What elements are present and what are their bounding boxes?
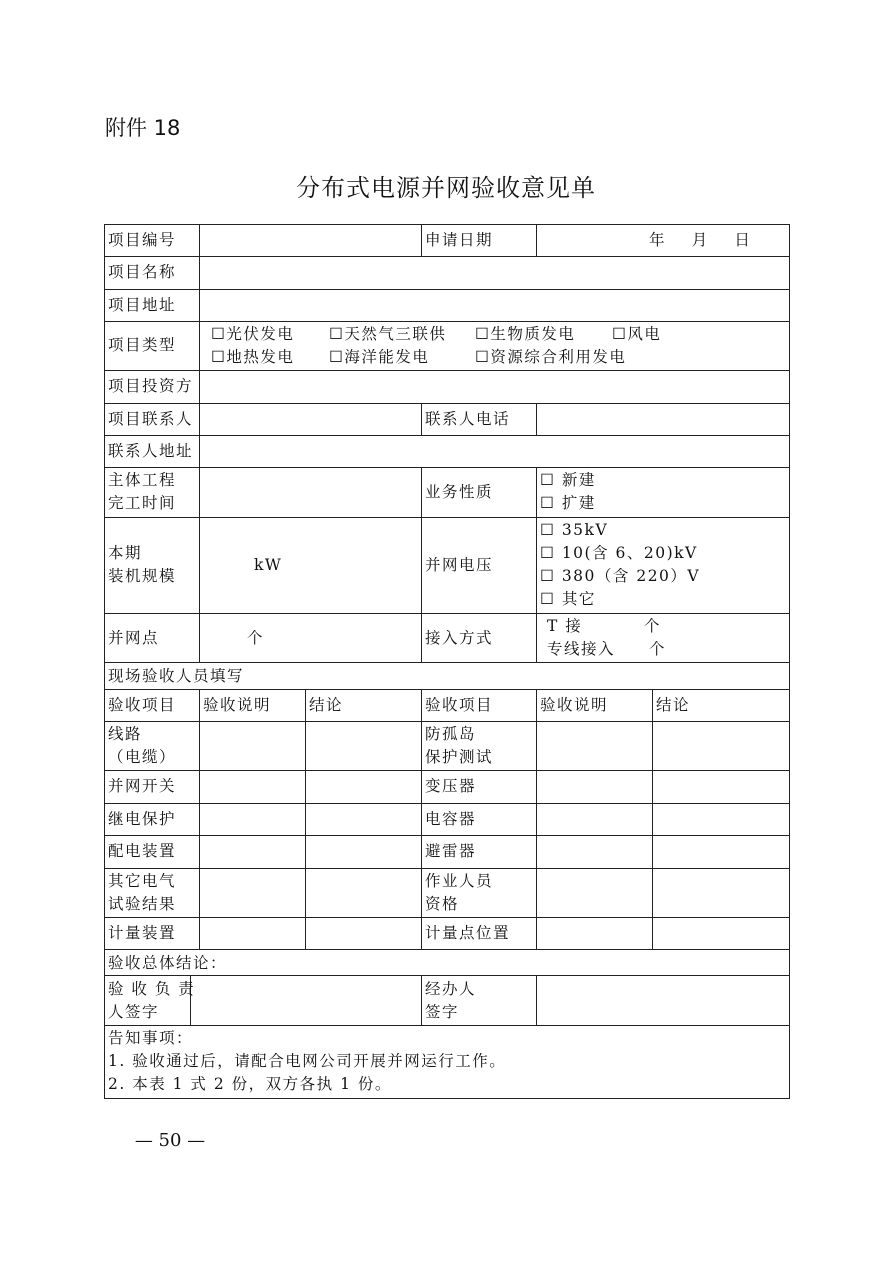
type-option-gas-cchp[interactable]: ☐天然气三联供 xyxy=(329,325,447,343)
item-line: 线路 xyxy=(108,725,143,743)
voltage-option-380v[interactable]: ☐ 380（含 220）V xyxy=(540,567,701,585)
item-capacitor: 电容器 xyxy=(425,810,477,828)
access-t-unit: 个 xyxy=(644,617,662,635)
label-contact-address: 联系人地址 xyxy=(108,442,194,460)
type-option-biomass[interactable]: ☐生物质发电 xyxy=(475,325,576,343)
label-contact: 项目联系人 xyxy=(108,410,194,428)
voltage-option-10kv[interactable]: ☐ 10(含 6、20)kV xyxy=(540,544,698,562)
label-project-type: 项目类型 xyxy=(108,336,177,354)
access-dedicated-unit: 个 xyxy=(649,640,667,658)
label-capacity-line1: 本期 xyxy=(108,544,143,562)
item-anti-islanding-1: 防孤岛 xyxy=(425,725,477,743)
attachment-label: 附件 18 xyxy=(105,116,181,140)
label-business-nature: 业务性质 xyxy=(425,483,494,501)
label-apply-date: 申请日期 xyxy=(425,231,494,249)
acceptance-form-table xyxy=(104,224,790,1099)
item-relay-protection: 继电保护 xyxy=(108,810,177,828)
type-option-wind[interactable]: ☐风电 xyxy=(612,325,662,343)
item-other-electrical-2: 试验结果 xyxy=(108,895,177,913)
type-option-ocean[interactable]: ☐海洋能发电 xyxy=(329,348,430,366)
access-t-label: T 接 xyxy=(547,617,583,635)
label-contact-phone: 联系人电话 xyxy=(425,410,511,428)
voltage-option-35kv[interactable]: ☐ 35kV xyxy=(540,521,609,539)
label-investor: 项目投资方 xyxy=(108,377,194,395)
label-project-name: 项目名称 xyxy=(108,263,177,281)
col-header-result-left: 结论 xyxy=(309,696,344,714)
item-metering-point: 计量点位置 xyxy=(425,924,511,942)
notice-item-2: 2. 本表 1 式 2 份，双方各执 1 份。 xyxy=(108,1075,392,1093)
label-project-address: 项目地址 xyxy=(108,296,177,314)
item-metering: 计量装置 xyxy=(108,924,177,942)
notice-heading: 告知事项： xyxy=(108,1029,194,1047)
item-other-electrical-1: 其它电气 xyxy=(108,872,177,890)
label-overall-conclusion: 验收总体结论： xyxy=(108,954,228,972)
type-option-pv[interactable]: ☐光伏发电 xyxy=(211,325,295,343)
item-anti-islanding-2: 保护测试 xyxy=(425,748,494,766)
business-option-expand[interactable]: ☐ 扩建 xyxy=(540,494,596,512)
item-arrester: 避雷器 xyxy=(425,842,477,860)
date-format: 年 月 日 xyxy=(649,231,752,249)
col-header-result-right: 结论 xyxy=(656,696,691,714)
label-handler-line1: 经办人 xyxy=(425,980,477,998)
label-capacity-line2: 装机规模 xyxy=(108,567,177,585)
label-sign-line2: 人签字 xyxy=(108,1003,160,1021)
capacity-unit: kW xyxy=(254,556,283,574)
type-option-resource[interactable]: ☐资源综合利用发电 xyxy=(475,348,627,366)
item-worker-qual-2: 资格 xyxy=(425,895,460,913)
page-number: — 50 — xyxy=(134,1130,206,1151)
col-header-item-left: 验收项目 xyxy=(108,696,177,714)
label-grid-voltage: 并网电压 xyxy=(425,556,494,574)
item-transformer: 变压器 xyxy=(425,777,477,795)
form-title: 分布式电源并网验收意见单 xyxy=(296,174,596,202)
voltage-option-other[interactable]: ☐ 其它 xyxy=(540,590,596,608)
col-header-desc-left: 验收说明 xyxy=(203,696,272,714)
item-worker-qual-1: 作业人员 xyxy=(425,872,494,890)
item-grid-switch: 并网开关 xyxy=(108,777,177,795)
item-distribution: 配电装置 xyxy=(108,842,177,860)
col-header-desc-right: 验收说明 xyxy=(540,696,609,714)
access-dedicated-label: 专线接入 xyxy=(547,640,616,658)
notice-item-1: 1. 验收通过后，请配合电网公司开展并网运行工作。 xyxy=(108,1052,507,1070)
col-header-item-right: 验收项目 xyxy=(425,696,494,714)
grid-point-unit: 个 xyxy=(247,629,265,647)
label-onsite-fill: 现场验收人员填写 xyxy=(108,667,245,685)
label-handler-line2: 签字 xyxy=(425,1003,460,1021)
item-cable: （电缆） xyxy=(108,748,177,766)
label-access-mode: 接入方式 xyxy=(425,629,494,647)
label-completion-line2: 完工时间 xyxy=(108,494,177,512)
type-option-geothermal[interactable]: ☐地热发电 xyxy=(211,348,295,366)
business-option-new[interactable]: ☐ 新建 xyxy=(540,471,596,489)
label-sign-line1: 验 收 负 责 xyxy=(108,980,196,998)
label-grid-point: 并网点 xyxy=(108,629,160,647)
label-project-no: 项目编号 xyxy=(108,231,177,249)
label-completion-line1: 主体工程 xyxy=(108,471,177,489)
